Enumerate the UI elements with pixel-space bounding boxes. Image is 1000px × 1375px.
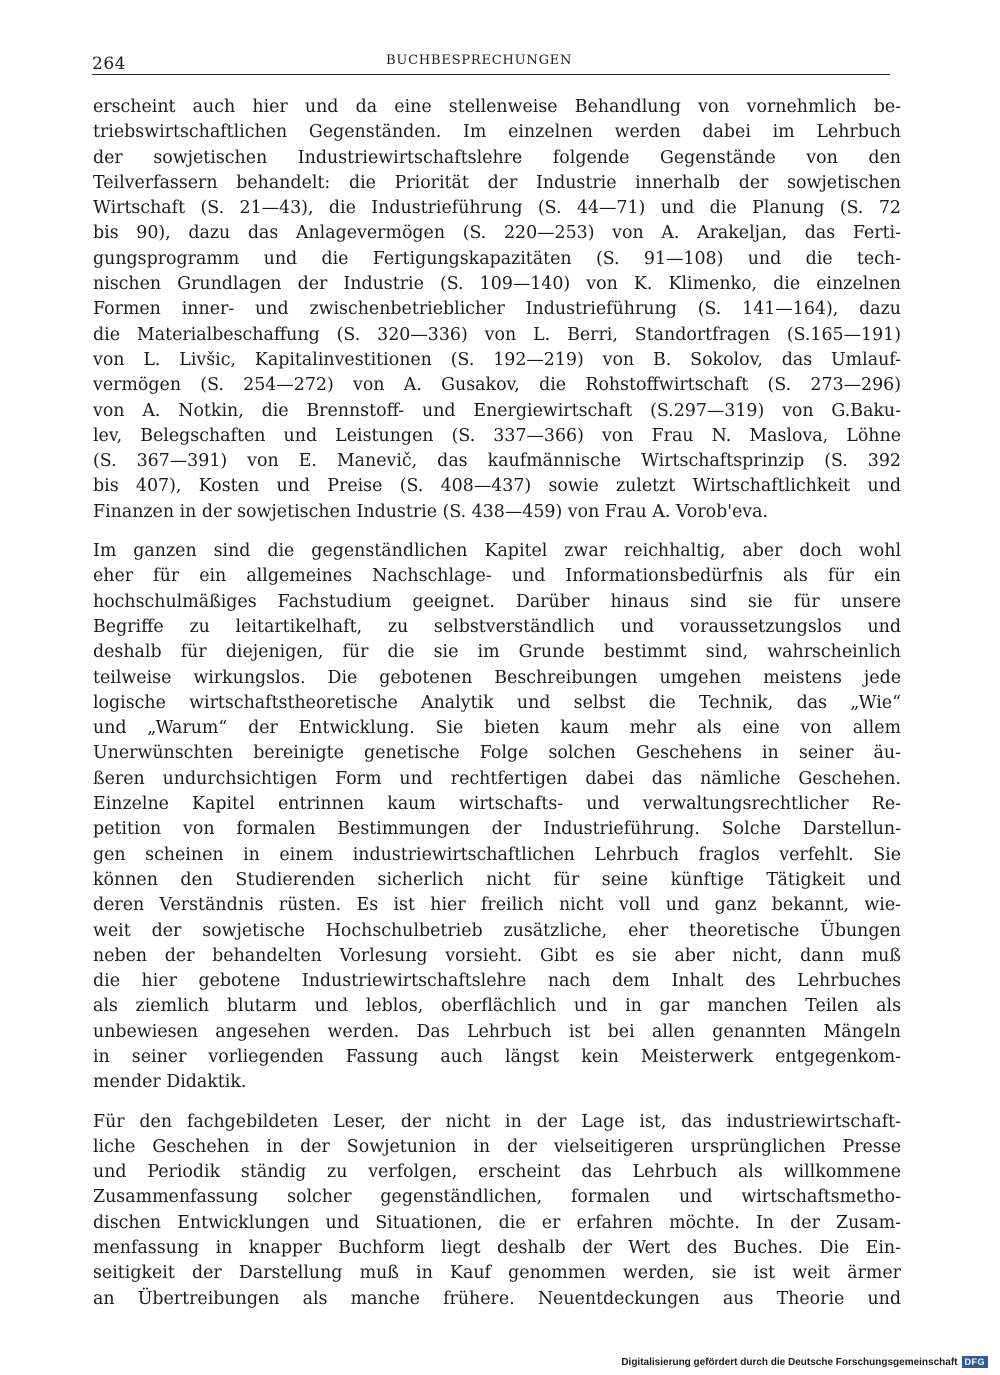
text-line: (S. 367—391) von E. Manevič, das kaufmännische Wirtschaftsprinzip (S. 392: [93, 451, 901, 472]
text-line: weit der sowjetische Hochschulbetrieb zusätzliche, eher theoretische Übungen: [93, 920, 901, 941]
text-line: vermögen (S. 254—272) von A. Gusakov, die Rohstoffwirtschaft (S. 273—296): [93, 375, 901, 396]
text-line: Formen inner- und zwischenbetrieblicher Industrieführung (S. 141—164), dazu: [93, 299, 901, 320]
text-line: Zusammenfassung solcher gegenständlichen, formalen und wirtschaftsmetho-: [93, 1187, 901, 1208]
text-line: unbewiesen angesehen werden. Das Lehrbuch ist bei allen genannten Mängeln: [93, 1021, 901, 1042]
text-line: in seiner vorliegenden Fassung auch längst kein Meisterwerk entgegenkom-: [93, 1046, 901, 1067]
text-line: Wirtschaft (S. 21—43), die Industrieführung (S. 44—71) und die Planung (S. 72: [93, 198, 901, 219]
text-line: an Übertreibungen als manche frühere. Neuentdeckungen aus Theorie und: [93, 1288, 901, 1309]
paragraph-2: [93, 539, 901, 1096]
text-line: triebswirtschaftlichen Gegenständen. Im einzelnen werden dabei im Lehrbuch: [93, 122, 901, 143]
text-line: Finanzen in der sowjetischen Industrie (S. 438—459) von Frau A. Vorob'eva.: [93, 501, 769, 522]
running-head: BUCHBESPRECHUNGEN: [386, 53, 573, 68]
text-line: Im ganzen sind die gegenständlichen Kapitel zwar reichhaltig, aber doch wohl: [93, 541, 901, 562]
text-line: gungsprogramm und die Fertigungskapazitäten (S. 91—108) und die tech-: [93, 248, 901, 269]
text-line: von A. Notkin, die Brennstoff- und Energiewirtschaft (S.297—319) von G.Baku-: [93, 400, 901, 421]
text-line: von L. Livšic, Kapitalinvestitionen (S. 192—219) von B. Sokolov, das Umlauf-: [93, 349, 901, 370]
text-line: deren Verständnis rüsten. Es ist hier freilich nicht voll und ganz bekannt, wie-: [93, 895, 901, 916]
text-line: die Materialbeschaffung (S. 320—336) von L. Berri, Standortfragen (S.165—191): [93, 324, 901, 345]
text-line: die hier gebotene Industriewirtschaftslehre nach dem Inhalt des Lehrbuches: [93, 971, 901, 992]
paragraph-3: [93, 1110, 901, 1312]
dfg-logo: DFG: [962, 1356, 989, 1368]
text-line: Einzelne Kapitel entrinnen kaum wirtschafts- und verwaltungsrechtlicher Re-: [93, 794, 901, 815]
text-line: seitigkeit der Darstellung muß in Kauf genommen werden, sie ist weit ärmer: [93, 1263, 901, 1284]
text-line: Teilverfassern behandelt: die Priorität der Industrie innerhalb der sowjetischen: [93, 172, 901, 193]
funding-note: Digitalisierung gefördert durch die Deutsche Forschungsgemeinschaft: [621, 1356, 958, 1368]
body-text: [93, 95, 901, 1326]
text-line: gen scheinen in einem industriewirtschaftlichen Lehrbuch fraglos verfehlt. Sie: [93, 844, 901, 865]
paragraph-1: [93, 95, 901, 525]
text-line: Begriffe zu leitartikelhaft, zu selbstverständlich und voraussetzungslos und: [93, 616, 901, 637]
text-line: petition von formalen Bestimmungen der Industrieführung. Solche Darstellun-: [93, 819, 901, 840]
text-line: liche Geschehen in der Sowjetunion in der vielseitigeren ursprünglichen Presse: [93, 1136, 901, 1157]
text-line: neben der behandelten Vorlesung vorsieht. Gibt es sie aber nicht, dann muß: [93, 945, 901, 966]
text-line: ßeren undurchsichtigen Form und rechtfertigen dabei das nämliche Geschehen.: [93, 768, 901, 789]
text-line: lev, Belegschaften und Leistungen (S. 337—366) von Frau N. Maslova, Löhne: [93, 425, 901, 446]
text-line: Für den fachgebildeten Leser, der nicht in der Lage ist, das industriewirtschaft-: [93, 1111, 901, 1132]
text-line: Unerwünschten bereinigte genetische Folge solchen Geschehens in seiner äu-: [93, 743, 901, 764]
digitization-footer: [621, 1356, 988, 1368]
text-line: erscheint auch hier und da eine stellenweise Behandlung von vornehmlich be-: [93, 97, 901, 117]
text-line: menfassung in knapper Buchform liegt deshalb der Wert des Buches. Die Ein-: [93, 1238, 901, 1259]
text-line: der sowjetischen Industriewirtschaftslehre folgende Gegenstände von den: [93, 147, 901, 168]
text-line: mender Didaktik.: [93, 1072, 247, 1093]
text-line: und Periodik ständig zu verfolgen, erscheint das Lehrbuch als willkommene: [93, 1162, 901, 1183]
text-line: nischen Grundlagen der Industrie (S. 109—140) von K. Klimenko, die einzelnen: [93, 274, 901, 295]
header-rule: [92, 74, 890, 75]
page-number: 264: [92, 54, 126, 74]
text-line: bis 90), dazu das Anlagevermögen (S. 220—253) von A. Arakeljan, das Ferti-: [93, 223, 901, 244]
text-line: als ziemlich blutarm und leblos, oberflächlich und in gar manchen Teilen als: [93, 996, 901, 1017]
text-line: und „Warum“ der Entwicklung. Sie bieten kaum mehr als eine von allem: [93, 718, 901, 739]
text-line: teilweise wirkungslos. Die gebotenen Beschreibungen umgehen meistens jede: [93, 667, 901, 688]
text-line: logische wirtschaftstheoretische Analytik und selbst die Technik, das „Wie“: [93, 692, 901, 713]
text-line: deshalb für diejenigen, für die sie im Grunde bestimmt sind, wahrscheinlich: [93, 642, 901, 663]
text-line: können den Studierenden sicherlich nicht für seine künftige Tätigkeit und: [93, 869, 901, 890]
text-line: dischen Entwicklungen und Situationen, die er erfahren möchte. In der Zusam-: [93, 1212, 901, 1233]
text-line: bis 407), Kosten und Preise (S. 408—437) sowie zuletzt Wirtschaftlichkeit und: [93, 476, 901, 497]
text-line: hochschulmäßiges Fachstudium geeignet. Darüber hinaus sind sie für unsere: [93, 591, 901, 612]
text-line: eher für ein allgemeines Nachschlage- und Informationsbedürfnis als für ein: [93, 566, 901, 587]
